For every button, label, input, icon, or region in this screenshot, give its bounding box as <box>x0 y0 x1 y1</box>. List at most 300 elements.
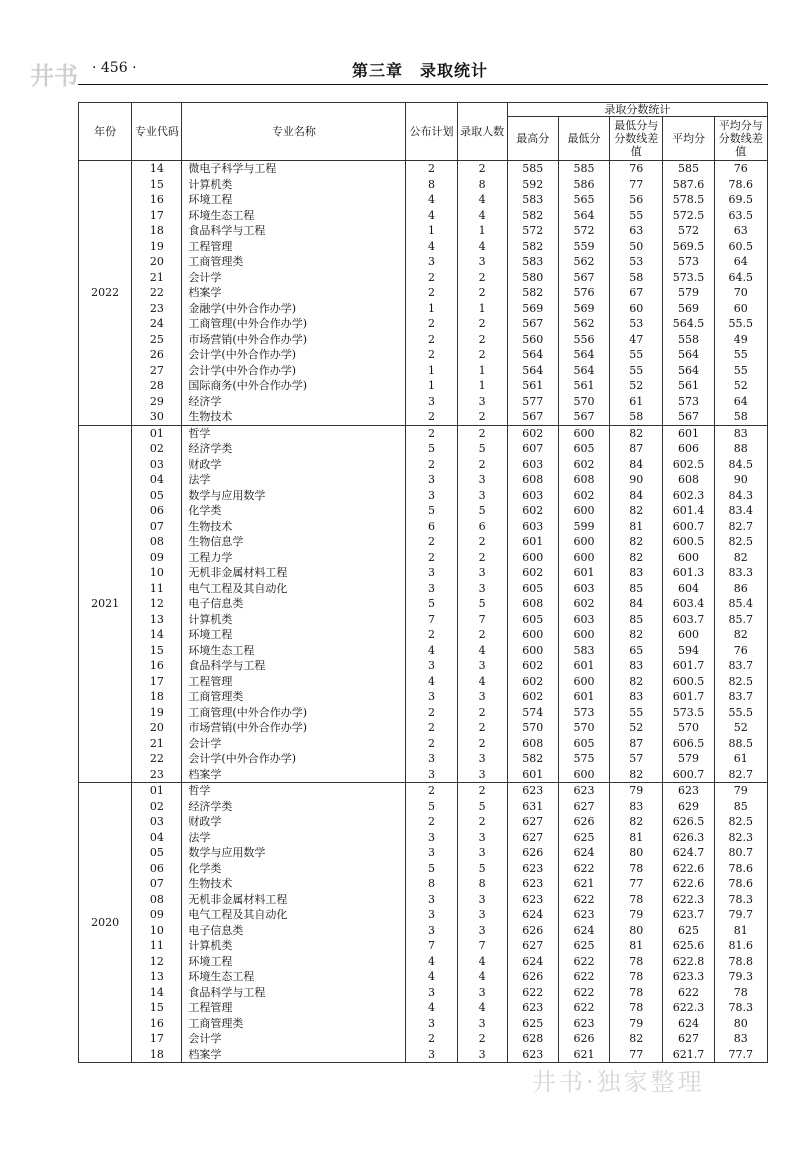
code-cell: 30 <box>132 409 182 425</box>
avg-diff-cell: 69.5 <box>714 192 767 208</box>
max-cell: 602 <box>507 674 558 690</box>
admitted-cell: 8 <box>457 177 507 193</box>
code-cell: 24 <box>132 316 182 332</box>
name-cell: 环境工程 <box>182 627 406 643</box>
max-cell: 561 <box>507 378 558 394</box>
plan-cell: 7 <box>406 612 457 628</box>
admitted-cell: 1 <box>457 223 507 239</box>
admitted-cell: 4 <box>457 208 507 224</box>
min-diff-cell: 53 <box>610 316 663 332</box>
plan-cell: 2 <box>406 316 457 332</box>
plan-cell: 4 <box>406 239 457 255</box>
admitted-cell: 4 <box>457 239 507 255</box>
plan-cell: 1 <box>406 363 457 379</box>
name-cell: 化学类 <box>182 861 406 877</box>
code-cell: 13 <box>132 612 182 628</box>
code-cell: 28 <box>132 378 182 394</box>
table-row <box>79 1031 768 1047</box>
min-cell: 600 <box>558 503 609 519</box>
code-cell: 06 <box>132 861 182 877</box>
min-diff-cell: 79 <box>610 783 663 799</box>
admitted-cell: 2 <box>457 285 507 301</box>
plan-cell: 6 <box>406 519 457 535</box>
max-cell: 608 <box>507 596 558 612</box>
avg-diff-cell: 76 <box>714 161 767 177</box>
max-cell: 570 <box>507 720 558 736</box>
min-diff-cell: 58 <box>610 409 663 425</box>
min-diff-cell: 82 <box>610 767 663 783</box>
code-cell: 25 <box>132 332 182 348</box>
avg-cell: 594 <box>663 643 714 659</box>
code-cell: 16 <box>132 1016 182 1032</box>
admitted-cell: 2 <box>457 316 507 332</box>
max-cell: 623 <box>507 1047 558 1063</box>
code-cell: 04 <box>132 472 182 488</box>
max-cell: 567 <box>507 409 558 425</box>
admitted-cell: 3 <box>457 923 507 939</box>
name-cell: 食品科学与工程 <box>182 223 406 239</box>
table-row <box>79 1016 768 1032</box>
min-diff-cell: 79 <box>610 907 663 923</box>
avg-diff-cell: 79 <box>714 783 767 799</box>
year-cell: 2021 <box>79 425 132 783</box>
name-cell: 环境工程 <box>182 192 406 208</box>
name-cell: 食品科学与工程 <box>182 658 406 674</box>
max-cell: 603 <box>507 488 558 504</box>
admitted-cell: 4 <box>457 1000 507 1016</box>
admitted-cell: 1 <box>457 301 507 317</box>
table-row <box>79 519 768 535</box>
code-cell: 17 <box>132 674 182 690</box>
table-row <box>79 394 768 410</box>
min-cell: 600 <box>558 627 609 643</box>
avg-diff-cell: 78.6 <box>714 876 767 892</box>
avg-diff-cell: 79.3 <box>714 969 767 985</box>
admitted-cell: 5 <box>457 441 507 457</box>
min-cell: 556 <box>558 332 609 348</box>
min-diff-cell: 84 <box>610 596 663 612</box>
admitted-cell: 5 <box>457 503 507 519</box>
avg-cell: 564.5 <box>663 316 714 332</box>
plan-cell: 4 <box>406 208 457 224</box>
avg-cell: 573 <box>663 254 714 270</box>
year-cell: 2020 <box>79 783 132 1063</box>
name-cell: 电子信息类 <box>182 596 406 612</box>
plan-cell: 3 <box>406 845 457 861</box>
header-min-diff: 最低分与分数线差值 <box>610 117 663 161</box>
min-diff-cell: 82 <box>610 503 663 519</box>
avg-diff-cell: 85.7 <box>714 612 767 628</box>
admitted-cell: 5 <box>457 861 507 877</box>
plan-cell: 5 <box>406 799 457 815</box>
avg-diff-cell: 80.7 <box>714 845 767 861</box>
min-cell: 621 <box>558 876 609 892</box>
avg-diff-cell: 82.5 <box>714 814 767 830</box>
min-diff-cell: 83 <box>610 799 663 815</box>
max-cell: 608 <box>507 472 558 488</box>
min-diff-cell: 85 <box>610 612 663 628</box>
min-diff-cell: 82 <box>610 814 663 830</box>
max-cell: 624 <box>507 907 558 923</box>
table-body <box>79 161 768 1063</box>
min-cell: 600 <box>558 674 609 690</box>
avg-cell: 626.3 <box>663 830 714 846</box>
plan-cell: 3 <box>406 581 457 597</box>
min-diff-cell: 87 <box>610 736 663 752</box>
name-cell: 法学 <box>182 830 406 846</box>
plan-cell: 2 <box>406 457 457 473</box>
code-cell: 03 <box>132 457 182 473</box>
min-cell: 601 <box>558 565 609 581</box>
min-cell: 605 <box>558 441 609 457</box>
min-diff-cell: 82 <box>610 534 663 550</box>
code-cell: 11 <box>132 938 182 954</box>
table-row <box>79 705 768 721</box>
admitted-cell: 2 <box>457 736 507 752</box>
admitted-cell: 2 <box>457 332 507 348</box>
avg-diff-cell: 60.5 <box>714 239 767 255</box>
avg-cell: 629 <box>663 799 714 815</box>
table-row <box>79 472 768 488</box>
avg-cell: 558 <box>663 332 714 348</box>
min-diff-cell: 87 <box>610 441 663 457</box>
min-diff-cell: 81 <box>610 830 663 846</box>
plan-cell: 2 <box>406 736 457 752</box>
code-cell: 14 <box>132 985 182 1001</box>
avg-diff-cell: 83 <box>714 425 767 441</box>
max-cell: 623 <box>507 783 558 799</box>
min-diff-cell: 77 <box>610 1047 663 1063</box>
code-cell: 06 <box>132 503 182 519</box>
avg-diff-cell: 63 <box>714 223 767 239</box>
name-cell: 经济学 <box>182 394 406 410</box>
header-rule <box>78 84 768 85</box>
name-cell: 工商管理(中外合作办学) <box>182 316 406 332</box>
avg-diff-cell: 84.3 <box>714 488 767 504</box>
min-diff-cell: 77 <box>610 177 663 193</box>
header-name: 专业名称 <box>182 103 406 161</box>
plan-cell: 4 <box>406 954 457 970</box>
name-cell: 市场营销(中外合作办学) <box>182 332 406 348</box>
avg-cell: 622.8 <box>663 954 714 970</box>
avg-cell: 600.5 <box>663 674 714 690</box>
avg-diff-cell: 78.6 <box>714 177 767 193</box>
max-cell: 602 <box>507 565 558 581</box>
min-cell: 602 <box>558 457 609 473</box>
max-cell: 580 <box>507 270 558 286</box>
plan-cell: 3 <box>406 923 457 939</box>
plan-cell: 2 <box>406 534 457 550</box>
avg-diff-cell: 83.7 <box>714 689 767 705</box>
min-cell: 567 <box>558 270 609 286</box>
plan-cell: 5 <box>406 441 457 457</box>
max-cell: 602 <box>507 425 558 441</box>
plan-cell: 3 <box>406 830 457 846</box>
plan-cell: 2 <box>406 347 457 363</box>
min-cell: 572 <box>558 223 609 239</box>
max-cell: 626 <box>507 923 558 939</box>
name-cell: 档案学 <box>182 285 406 301</box>
plan-cell: 2 <box>406 550 457 566</box>
max-cell: 600 <box>507 550 558 566</box>
avg-cell: 600.7 <box>663 519 714 535</box>
plan-cell: 3 <box>406 394 457 410</box>
name-cell: 数学与应用数学 <box>182 488 406 504</box>
code-cell: 17 <box>132 208 182 224</box>
min-diff-cell: 84 <box>610 488 663 504</box>
table-row <box>79 378 768 394</box>
min-diff-cell: 79 <box>610 1016 663 1032</box>
code-cell: 17 <box>132 1031 182 1047</box>
admitted-cell: 3 <box>457 1016 507 1032</box>
admitted-cell: 3 <box>457 658 507 674</box>
avg-cell: 572.5 <box>663 208 714 224</box>
max-cell: 623 <box>507 876 558 892</box>
min-cell: 624 <box>558 923 609 939</box>
header-avg-diff: 平均分与分数线差值 <box>714 117 767 161</box>
avg-cell: 573.5 <box>663 270 714 286</box>
plan-cell: 4 <box>406 192 457 208</box>
admitted-cell: 2 <box>457 720 507 736</box>
table-row <box>79 907 768 923</box>
avg-cell: 624.7 <box>663 845 714 861</box>
max-cell: 605 <box>507 612 558 628</box>
code-cell: 05 <box>132 845 182 861</box>
min-cell: 585 <box>558 161 609 177</box>
min-cell: 576 <box>558 285 609 301</box>
plan-cell: 3 <box>406 751 457 767</box>
plan-cell: 8 <box>406 177 457 193</box>
plan-cell: 1 <box>406 378 457 394</box>
min-diff-cell: 85 <box>610 581 663 597</box>
code-cell: 11 <box>132 581 182 597</box>
table-row <box>79 845 768 861</box>
max-cell: 582 <box>507 285 558 301</box>
admitted-cell: 2 <box>457 783 507 799</box>
avg-diff-cell: 82.5 <box>714 674 767 690</box>
avg-diff-cell: 82.5 <box>714 534 767 550</box>
min-cell: 600 <box>558 425 609 441</box>
plan-cell: 7 <box>406 938 457 954</box>
header-avg: 平均分 <box>663 117 714 161</box>
min-cell: 621 <box>558 1047 609 1063</box>
avg-cell: 567 <box>663 409 714 425</box>
avg-diff-cell: 82 <box>714 550 767 566</box>
avg-cell: 621.7 <box>663 1047 714 1063</box>
admitted-cell: 2 <box>457 550 507 566</box>
avg-cell: 608 <box>663 472 714 488</box>
admitted-cell: 3 <box>457 751 507 767</box>
plan-cell: 8 <box>406 876 457 892</box>
plan-cell: 5 <box>406 861 457 877</box>
avg-cell: 585 <box>663 161 714 177</box>
avg-cell: 602.5 <box>663 457 714 473</box>
avg-cell: 600 <box>663 550 714 566</box>
min-diff-cell: 84 <box>610 457 663 473</box>
code-cell: 10 <box>132 923 182 939</box>
code-cell: 18 <box>132 689 182 705</box>
min-diff-cell: 50 <box>610 239 663 255</box>
plan-cell: 2 <box>406 409 457 425</box>
min-diff-cell: 55 <box>610 705 663 721</box>
min-cell: 625 <box>558 830 609 846</box>
table-row <box>79 301 768 317</box>
min-cell: 561 <box>558 378 609 394</box>
avg-diff-cell: 84.5 <box>714 457 767 473</box>
plan-cell: 3 <box>406 488 457 504</box>
plan-cell: 2 <box>406 332 457 348</box>
max-cell: 625 <box>507 1016 558 1032</box>
table-row <box>79 674 768 690</box>
plan-cell: 4 <box>406 1000 457 1016</box>
min-cell: 569 <box>558 301 609 317</box>
min-diff-cell: 82 <box>610 425 663 441</box>
table-row <box>79 177 768 193</box>
table-row <box>79 938 768 954</box>
plan-cell: 2 <box>406 783 457 799</box>
name-cell: 哲学 <box>182 425 406 441</box>
max-cell: 608 <box>507 736 558 752</box>
avg-diff-cell: 82.7 <box>714 519 767 535</box>
max-cell: 583 <box>507 254 558 270</box>
plan-cell: 3 <box>406 565 457 581</box>
name-cell: 化学类 <box>182 503 406 519</box>
avg-diff-cell: 78 <box>714 985 767 1001</box>
max-cell: 626 <box>507 845 558 861</box>
name-cell: 金融学(中外合作办学) <box>182 301 406 317</box>
min-diff-cell: 56 <box>610 192 663 208</box>
min-diff-cell: 53 <box>610 254 663 270</box>
code-cell: 29 <box>132 394 182 410</box>
table-row <box>79 612 768 628</box>
min-cell: 623 <box>558 907 609 923</box>
min-diff-cell: 78 <box>610 954 663 970</box>
max-cell: 601 <box>507 534 558 550</box>
table-row <box>79 969 768 985</box>
avg-cell: 606 <box>663 441 714 457</box>
name-cell: 环境工程 <box>182 954 406 970</box>
name-cell: 环境生态工程 <box>182 969 406 985</box>
admitted-cell: 2 <box>457 409 507 425</box>
table-row <box>79 643 768 659</box>
avg-diff-cell: 49 <box>714 332 767 348</box>
avg-diff-cell: 78.3 <box>714 1000 767 1016</box>
avg-diff-cell: 90 <box>714 472 767 488</box>
table-row <box>79 581 768 597</box>
table-row <box>79 550 768 566</box>
table-row <box>79 239 768 255</box>
min-cell: 601 <box>558 658 609 674</box>
min-cell: 600 <box>558 767 609 783</box>
plan-cell: 3 <box>406 689 457 705</box>
code-cell: 22 <box>132 285 182 301</box>
avg-cell: 579 <box>663 285 714 301</box>
max-cell: 582 <box>507 751 558 767</box>
table-row <box>79 751 768 767</box>
min-diff-cell: 55 <box>610 208 663 224</box>
code-cell: 19 <box>132 239 182 255</box>
min-cell: 608 <box>558 472 609 488</box>
table-row <box>79 783 768 799</box>
avg-cell: 561 <box>663 378 714 394</box>
name-cell: 生物信息学 <box>182 534 406 550</box>
avg-diff-cell: 61 <box>714 751 767 767</box>
name-cell: 工程管理 <box>182 674 406 690</box>
min-cell: 626 <box>558 1031 609 1047</box>
plan-cell: 3 <box>406 1016 457 1032</box>
min-cell: 627 <box>558 799 609 815</box>
avg-cell: 587.6 <box>663 177 714 193</box>
max-cell: 569 <box>507 301 558 317</box>
name-cell: 环境生态工程 <box>182 208 406 224</box>
max-cell: 560 <box>507 332 558 348</box>
table-row <box>79 814 768 830</box>
max-cell: 626 <box>507 969 558 985</box>
avg-cell: 622.3 <box>663 892 714 908</box>
min-diff-cell: 78 <box>610 892 663 908</box>
min-diff-cell: 57 <box>610 751 663 767</box>
max-cell: 627 <box>507 814 558 830</box>
min-diff-cell: 60 <box>610 301 663 317</box>
min-cell: 603 <box>558 612 609 628</box>
table-row <box>79 954 768 970</box>
table-row <box>79 285 768 301</box>
min-diff-cell: 90 <box>610 472 663 488</box>
name-cell: 无机非金属材料工程 <box>182 892 406 908</box>
min-cell: 567 <box>558 409 609 425</box>
min-diff-cell: 67 <box>610 285 663 301</box>
admission-score-table <box>78 102 768 1063</box>
admitted-cell: 4 <box>457 674 507 690</box>
watermark-logo: 井书 <box>30 62 78 90</box>
avg-cell: 624 <box>663 1016 714 1032</box>
code-cell: 03 <box>132 814 182 830</box>
max-cell: 567 <box>507 316 558 332</box>
min-cell: 599 <box>558 519 609 535</box>
name-cell: 市场营销(中外合作办学) <box>182 720 406 736</box>
max-cell: 600 <box>507 643 558 659</box>
min-cell: 622 <box>558 969 609 985</box>
max-cell: 577 <box>507 394 558 410</box>
min-cell: 622 <box>558 892 609 908</box>
avg-diff-cell: 88 <box>714 441 767 457</box>
plan-cell: 2 <box>406 814 457 830</box>
avg-diff-cell: 88.5 <box>714 736 767 752</box>
avg-cell: 601.7 <box>663 689 714 705</box>
plan-cell: 2 <box>406 285 457 301</box>
avg-diff-cell: 52 <box>714 720 767 736</box>
admitted-cell: 5 <box>457 596 507 612</box>
min-cell: 573 <box>558 705 609 721</box>
avg-cell: 573.5 <box>663 705 714 721</box>
admitted-cell: 3 <box>457 394 507 410</box>
admitted-cell: 3 <box>457 767 507 783</box>
max-cell: 603 <box>507 519 558 535</box>
min-diff-cell: 47 <box>610 332 663 348</box>
plan-cell: 2 <box>406 1031 457 1047</box>
code-cell: 21 <box>132 270 182 286</box>
avg-diff-cell: 85.4 <box>714 596 767 612</box>
min-cell: 623 <box>558 783 609 799</box>
avg-cell: 564 <box>663 363 714 379</box>
min-cell: 600 <box>558 534 609 550</box>
avg-diff-cell: 55 <box>714 363 767 379</box>
admitted-cell: 7 <box>457 612 507 628</box>
avg-cell: 623.3 <box>663 969 714 985</box>
table-row <box>79 161 768 177</box>
admitted-cell: 2 <box>457 627 507 643</box>
table-row <box>79 441 768 457</box>
